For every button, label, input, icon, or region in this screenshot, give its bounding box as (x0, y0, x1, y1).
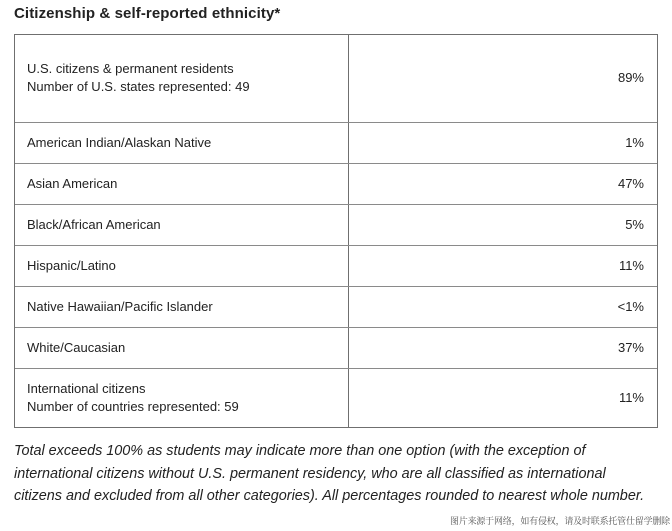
table-row (15, 204, 657, 245)
row-label-line: International citizens (27, 380, 146, 396)
row-label: Asian American (15, 163, 349, 204)
table-row (15, 163, 657, 204)
row-label: White/Caucasian (15, 327, 349, 368)
table-row (15, 327, 657, 368)
row-label: Hispanic/Latino (15, 245, 349, 286)
row-label: Native Hawaiian/Pacific Islander (15, 286, 349, 327)
table-row (15, 245, 657, 286)
row-value: 89% (349, 35, 658, 122)
row-value: 5% (349, 204, 658, 245)
watermark-text: 图片来源于网络，如有侵权，请及时联系托管仕留学删除 (449, 517, 670, 527)
row-value: <1% (349, 286, 658, 327)
row-value: 47% (349, 163, 658, 204)
ethnicity-table (14, 34, 658, 428)
row-label: Black/African American (15, 204, 349, 245)
page-title: Citizenship & self-reported ethnicity* (14, 5, 281, 22)
row-label (15, 368, 349, 427)
row-label: American Indian/Alaskan Native (15, 122, 349, 163)
table-row (15, 368, 657, 427)
row-value: 37% (349, 327, 658, 368)
row-label (15, 35, 349, 122)
row-sublabel-line: Number of U.S. states represented: 49 (27, 79, 250, 95)
footnote: Total exceeds 100% as students may indicate more than one option (with the exception of international citizens without U.S. permanent residency, who are all classified as international citizens and excluded from all other categories). All percentages rounded to nearest whole number. (14, 443, 645, 504)
table-row (15, 286, 657, 327)
row-value: 11% (349, 245, 658, 286)
table-row (15, 35, 657, 122)
row-value: 11% (618, 389, 644, 405)
row-value: 1% (349, 122, 658, 163)
row-label-line: U.S. citizens & permanent residents (27, 61, 234, 77)
row-sublabel-line: Number of countries represented: 59 (27, 398, 239, 414)
table-row (15, 122, 657, 163)
